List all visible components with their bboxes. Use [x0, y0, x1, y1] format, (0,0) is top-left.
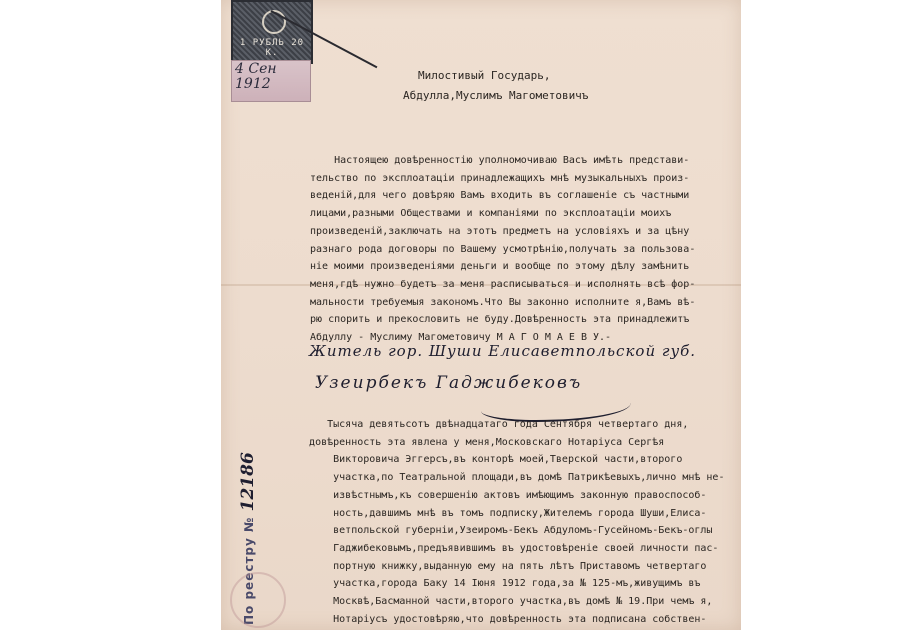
stamp-cancel-line1: 4 Сен	[235, 61, 277, 77]
registry-number: 12186	[238, 452, 258, 512]
salutation-line1: Милостивый Государь,	[418, 69, 551, 82]
stamp-cancellation	[235, 62, 277, 92]
power-of-attorney-text: Настоящею довѣренностію уполномочиваю Васъ имѣть представи- тельство по эксплоатаціи принадлежащихъ мнѣ музыкальныхъ произ- веденій,для чего довѣряю Вамъ входить въ соглашеніе съ частными лицами,разными Обществами и компаніями по эксплоатаціи моихъ произведеній,заключать на этотъ предметъ на условіяхъ и за цѣну разнаго рода договоры по Вашему усмотрѣнію,получать за пользова- ніе моими произведеніями деньги и вообще по этому дѣлу замѣнить меня,гдѣ нужно будетъ за меня расписываться и исполнять всѣ фор- мальности требуемыя закономъ.Что Вы законно исполните я,Вамъ вѣ- рю спорить и прекословить не буду.Довѣренность эта принадлежитъ Абдуллу - Муслиму Магометовичу М А Г О М А Е В У.-	[310, 155, 696, 344]
notary-certification-text: Тысяча девятьсотъ двѣнадцатаго года Сентября четвертаго дня, довѣренность эта явлена у меня,Московскаго Нотаріуса Сергѣя Викторовича Эггерсъ,въ конторѣ моей,Тверской части,второго участка,по Театральной площади,въ домѣ Патрикѣевыхъ,лично мнѣ не- извѣстнымъ,къ совершенію актовъ имѣющимъ законную правоспособ- ность,давшимъ мнѣ въ томъ подписку,Жителемъ города Шуши,Елиса- ветпольской губерніи,Узеиромъ-Бекъ Абдуломъ-Гусейномъ-Бекъ-оглы Гаджибековымъ,предъявившимъ въ удостовѣреніе своей личности пас- портную книжку,выданную ему на пять лѣтъ Приставомъ четвертаго участка,города Баку 14 Іюня 1912 года,за № 125-мъ,живущимъ въ Москвѣ,Басманной части,второго участка,въ домѣ № 19.При чемъ я, Нотаріусъ удостовѣряю,что довѣренность эта подписана собствен-	[309, 419, 725, 625]
document-page	[221, 0, 741, 630]
salutation-line2: Абдулла,Муслимъ Магометовичъ	[403, 89, 589, 102]
handwritten-signature: Узеирбекъ Гаджибековъ	[315, 373, 583, 393]
registry-label: По реестру №	[242, 516, 256, 625]
stamp-value: 1 РУБЛЬ 20 К.	[239, 38, 305, 58]
salutation	[403, 66, 589, 106]
handwritten-residence: Житель гор. Шуши Елисаветпольской губ.	[309, 342, 697, 360]
stamp-cancel-line2: 1912	[235, 76, 271, 92]
notary-seal	[230, 572, 286, 628]
